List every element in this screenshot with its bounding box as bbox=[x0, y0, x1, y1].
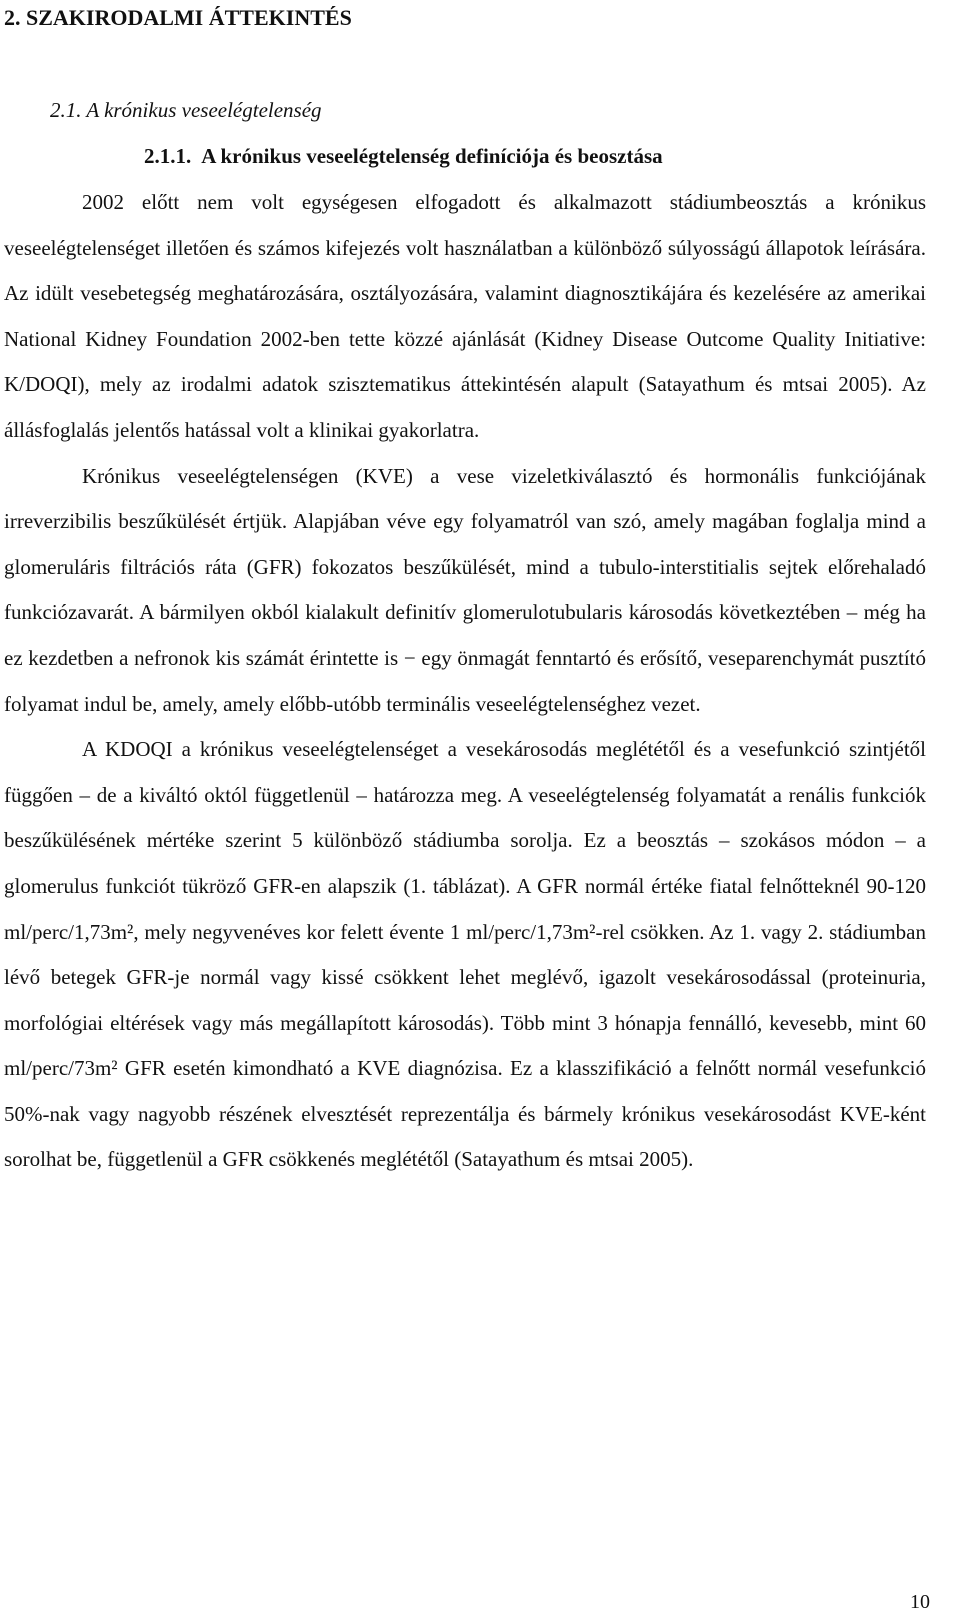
page-number: 10 bbox=[910, 1591, 930, 1613]
section-title: 2.1. A krónikus veseelégtelenség bbox=[50, 98, 322, 122]
chapter-title: 2. SZAKIRODALMI ÁTTEKINTÉS bbox=[4, 5, 352, 30]
paragraph-3: A KDOQI a krónikus veseelégtelenséget a vesekárosodás meglététől és a vesefunkció szintjétől függően – de a kiváltó októl függetlenül – határozza meg. A veseelégtelenség folyamatát a renális funkciók beszűkülésének mértéke szerint 5 különböző stádiumba sorolja. Ez a beosztás – szokásos módon – a glomerulus funkciót tükröző GFR-en alapszik (1. táblázat). A GFR normál értéke fiatal felnőtteknél 90-120 ml/perc/1,73m², mely negyvenéves kor felett évente 1 ml/perc/1,73m²-rel csökken. Az 1. vagy 2. stádiumban lévő betegek GFR-je normál vagy kissé csökkent lehet meglévő, igazolt vesekárosodással (proteinuria, morfológiai eltérések vagy más megállapított károsodás). Több mint 3 hónapja fennálló, kevesebb, mint 60 ml/perc/73m² GFR esetén kimondható a KVE diagnózisa. Ez a klasszifikáció a felnőtt normál vesefunkció 50%-nak vagy nagyobb részének elvesztését reprezentálja és bármely krónikus vesekárosodást KVE-ként sorolhat be, függetlenül a GFR csökkenés meglététől (Satayathum és mtsai 2005). bbox=[4, 737, 926, 1172]
page-content bbox=[4, 0, 926, 1172]
subsection-number: 2.1.1. bbox=[144, 144, 192, 168]
subsection-heading bbox=[144, 140, 663, 172]
subsection-title: A krónikus veseelégtelenség definíciója és beosztása bbox=[201, 144, 663, 168]
body-text bbox=[4, 180, 926, 1183]
paragraph-2: Krónikus veseelégtelenségen (KVE) a vese vizeletkiválasztó és hormonális funkciójának irreverzibilis beszűkülését értjük. Alapjában véve egy folyamatról van szó, amely magában foglalja mind a glomeruláris filtrációs ráta (GFR) fokozatos beszűkülését, mind a tubulo-interstitialis sejtek előrehaladó funkciózavarát. A bármilyen okból kialakult definitív glomerulotubularis károsodás következtében – még ha ez kezdetben a nefronok kis számát érintette is − egy önmagát fenntartó és erősítő, veseparenchymát pusztító folyamat indul be, amely, amely előbb-utóbb terminális veseelégtelenséghez vezet. bbox=[4, 463, 926, 716]
paragraph-1: 2002 előtt nem volt egységesen elfogadott és alkalmazott stádiumbeosztás a krónikus veseelégtelenséget illetően és számos kifejezés volt használatban a különböző súlyosságú állapotok leírására. Az idült vesebetegség meghatározására, osztályozására, valamint diagnosztikájára és kezelésére az amerikai National Kidney Foundation 2002-ben tette közzé ajánlását (Kidney Disease Outcome Quality Initiative: K/DOQI), mely az irodalmi adatok szisztematikus áttekintésén alapult (Satayathum és mtsai 2005). Az állásfoglalás jelentős hatással volt a klinikai gyakorlatra. bbox=[4, 190, 926, 442]
